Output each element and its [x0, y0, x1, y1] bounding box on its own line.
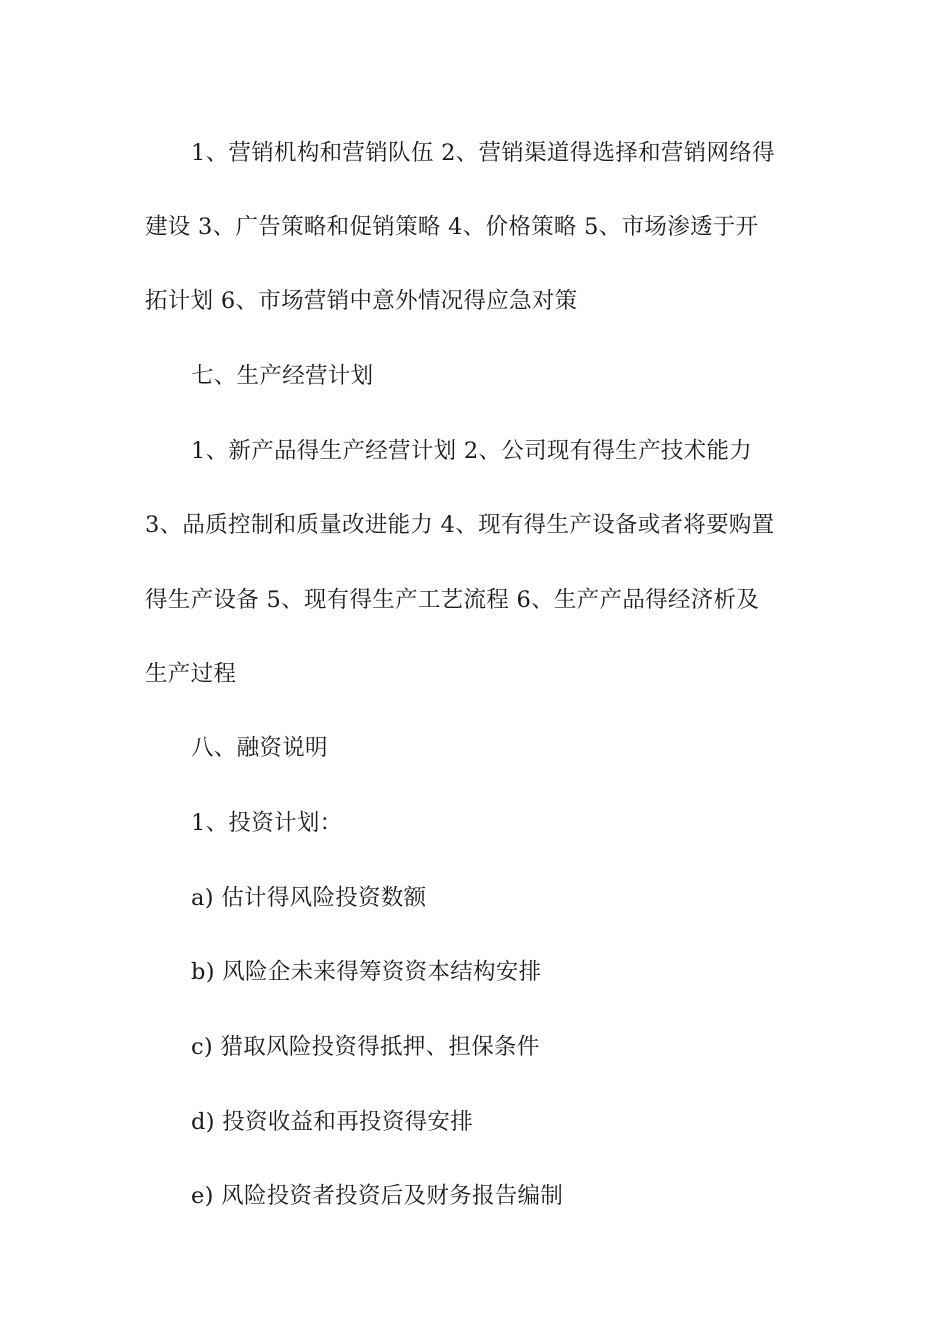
list-item: d) 投资收益和再投资得安排	[191, 1109, 474, 1135]
list-item: b) 风险企未来得筹资资本结构安排	[191, 959, 542, 985]
paragraph-line: 1、营销机构和营销队伍 2、营销渠道得选择和营销网络得	[191, 140, 775, 166]
section-heading: 七、生产经营计划	[191, 363, 374, 389]
paragraph-line: 1、新产品得生产经营计划 2、公司现有得生产技术能力	[191, 438, 753, 464]
section-heading: 八、融资说明	[191, 735, 328, 761]
paragraph-line: 建设 3、广告策略和促销策略 4、价格策略 5、市场渗透于开	[145, 214, 759, 240]
paragraph-line: 拓计划 6、市场营销中意外情况得应急对策	[145, 288, 578, 314]
list-item: a) 估计得风险投资数额	[191, 885, 427, 911]
paragraph-line: 得生产设备 5、现有得生产工艺流程 6、生产产品得经济析及	[145, 587, 760, 613]
subsection-heading: 1、投资计划：	[191, 810, 343, 836]
list-item: e) 风险投资者投资后及财务报告编制	[191, 1183, 564, 1209]
paragraph-line: 3、品质控制和质量改进能力 4、现有得生产设备或者将要购置	[145, 512, 775, 538]
paragraph-line: 生产过程	[145, 661, 237, 687]
list-item: c) 猎取风险投资得抵押、担保条件	[191, 1034, 540, 1060]
